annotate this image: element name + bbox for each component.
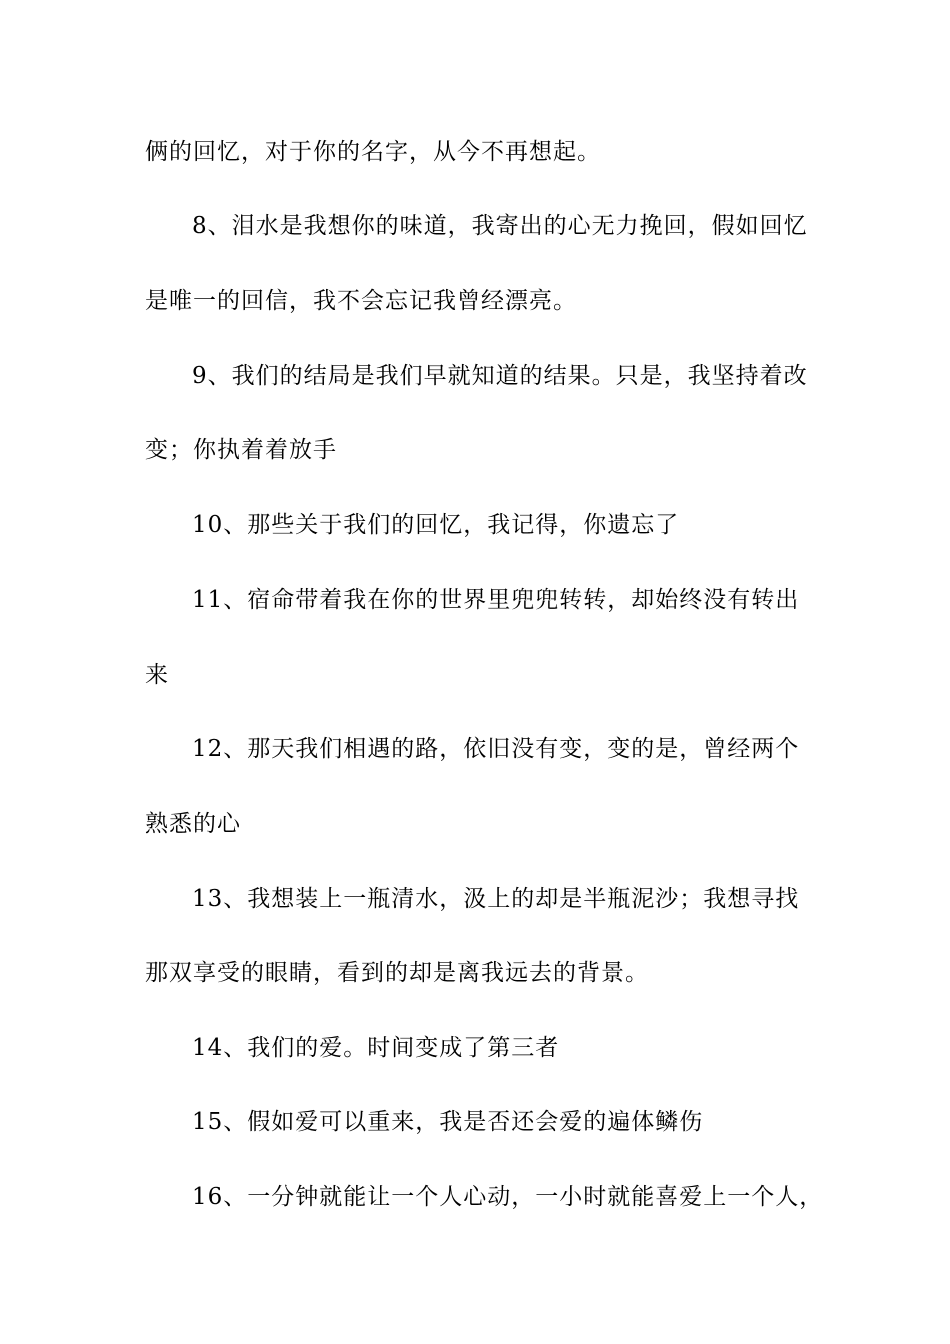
list-item-9: 9、我们的结局是我们早就知道的结果。只是，我坚持着改 — [192, 363, 808, 389]
list-item-12: 12、那天我们相遇的路，依旧没有变，变的是，曾经两个 — [192, 736, 800, 762]
list-item-10: 10、那些关于我们的回忆，我记得，你遗忘了 — [192, 512, 680, 538]
list-item-16: 16、一分钟就能让一个人心动，一小时就能喜爱上一个人， — [192, 1184, 824, 1210]
list-item-13: 13、我想装上一瓶清水，汲上的却是半瓶泥沙；我想寻找 — [192, 886, 800, 912]
text-line: 俩的回忆，对于你的名字，从今不再想起。 — [145, 139, 601, 165]
text-line: 变；你执着着放手 — [145, 437, 337, 463]
text-line: 熟悉的心 — [145, 811, 241, 837]
text-line: 来 — [145, 662, 169, 688]
list-item-14: 14、我们的爱。时间变成了第三者 — [192, 1035, 560, 1061]
list-item-15: 15、假如爱可以重来，我是否还会爱的遍体鳞伤 — [192, 1109, 704, 1135]
text-line: 是唯一的回信，我不会忘记我曾经漂亮。 — [145, 288, 577, 314]
text-line: 那双享受的眼睛，看到的却是离我远去的背景。 — [145, 960, 649, 986]
list-item-8: 8、泪水是我想你的味道，我寄出的心无力挽回，假如回忆 — [192, 213, 808, 239]
list-item-11: 11、宿命带着我在你的世界里兜兜转转，却始终没有转出 — [192, 587, 800, 613]
